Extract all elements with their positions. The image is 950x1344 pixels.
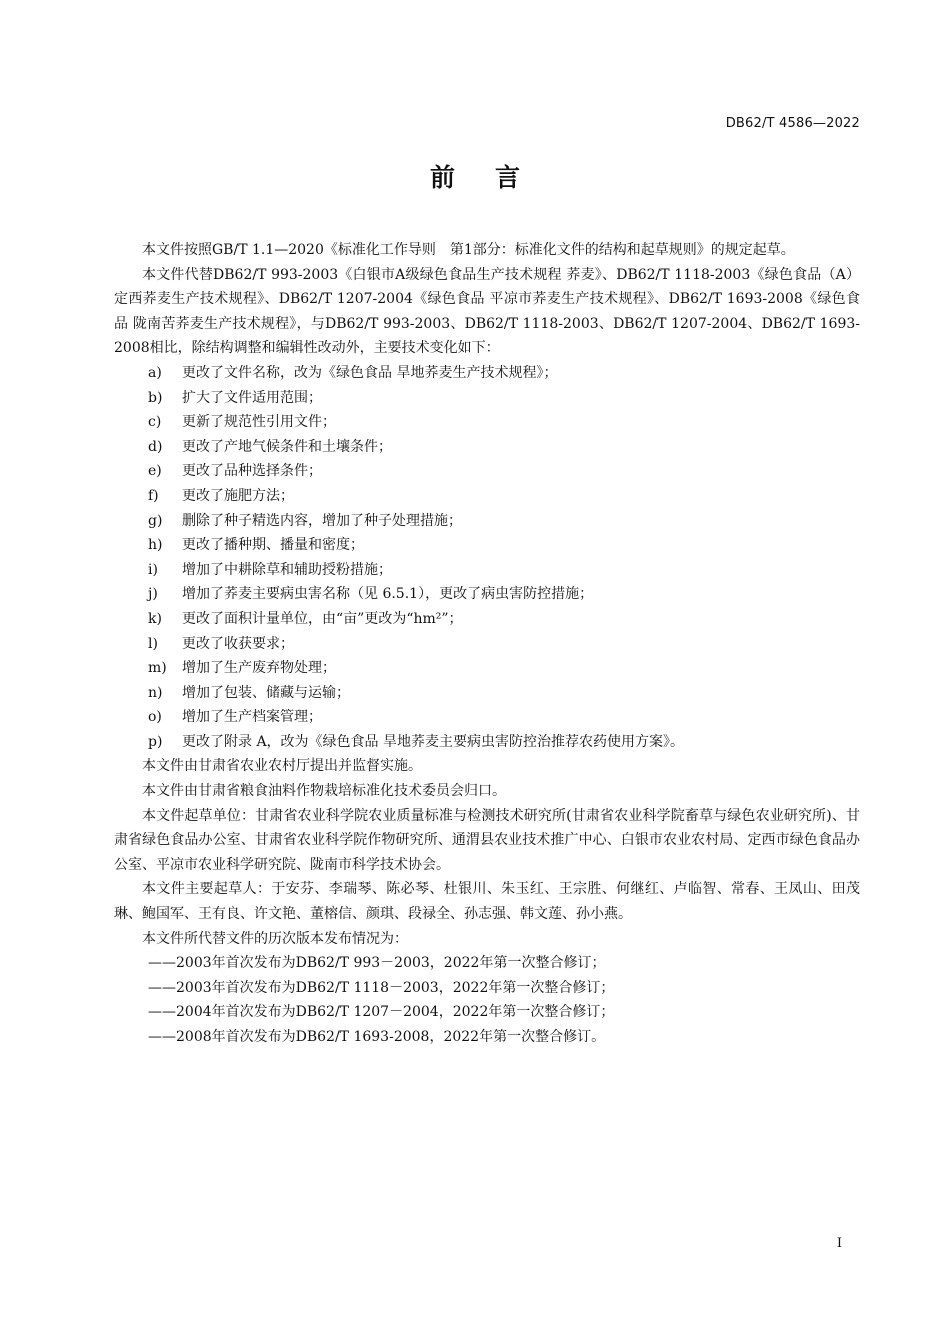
list-item-label: k) xyxy=(148,610,162,627)
list-item-label: p) xyxy=(148,733,163,750)
list-item-text: 增加了生产档案管理； xyxy=(182,709,322,726)
list-item xyxy=(114,386,860,411)
list-item xyxy=(114,459,860,484)
list-item xyxy=(114,681,860,706)
list-item xyxy=(114,558,860,583)
list-item-text: 扩大了文件适用范围； xyxy=(182,389,322,406)
list-item-label: h) xyxy=(148,537,163,554)
list-item-text: 更改了产地气候条件和土壤条件； xyxy=(182,438,392,455)
paragraph-committee: 本文件由甘肃省粮食油料作物栽培标准化技术委员会归口。 xyxy=(142,783,506,800)
list-item xyxy=(114,607,860,632)
list-item-text: 更改了附录 A，改为《绿色食品 旱地荞麦主要病虫害防控治推荐农药使用方案》。 xyxy=(182,733,685,750)
list-item-label: f) xyxy=(148,487,159,504)
history-item: ——2008年首次发布为DB62/T 1693-2008，2022年第一次整合修订。 xyxy=(148,1029,606,1045)
list-item xyxy=(114,410,860,435)
list-item-label: l) xyxy=(148,635,158,652)
paragraph-proposer: 本文件由甘肃省农业农村厅提出并监督实施。 xyxy=(142,758,422,775)
list-item-label: d) xyxy=(148,438,163,455)
list-item xyxy=(114,730,860,755)
list-item xyxy=(114,361,860,386)
list-item xyxy=(114,656,860,681)
list-item xyxy=(114,533,860,558)
list-item-label: c) xyxy=(148,414,162,431)
history-item: ——2003年首次发布为DB62/T 1118－2003，2022年第一次整合修订； xyxy=(148,979,615,996)
list-item xyxy=(114,582,860,607)
list-item-label: e) xyxy=(148,463,162,480)
list-item-text: 增加了荞麦主要病虫害名称（见 6.5.1），更改了病虫害防控措施； xyxy=(182,586,594,603)
paragraph-drafters: 本文件主要起草人：于安芬、李瑞琴、陈必琴、杜银川、朱玉红、王宗胜、何继红、卢临智、常春、王凤山、田茂琳、鲍国军、王有良、许文艳、董榕信、颜琪、段禄全、孙志强、韩文莲、孙小燕。 xyxy=(114,881,860,923)
history-item: ——2003年首次发布为DB62/T 993－2003，2022年第一次整合修订； xyxy=(148,955,606,972)
list-item-label: m) xyxy=(148,660,167,677)
paragraph-drafting-units: 本文件起草单位：甘肃省农业科学院农业质量标准与检测技术研究所(甘肃省农业科学院畜草与绿色农业研究所)、甘肃省绿色食品办公室、甘肃省农业科学院作物研究所、通渭县农业技术推广中心、白银市农业农村局、定西市绿色食品办公室、平凉市农业科学研究院、陇南市科学技术协会。 xyxy=(114,807,860,873)
list-item-text: 增加了中耕除草和辅助授粉措施； xyxy=(182,561,392,578)
list-item-text: 更新了规范性引用文件； xyxy=(182,414,336,431)
list-item-text: 更改了面积计量单位，由“亩”更改为“hm²”； xyxy=(182,610,463,627)
history-list xyxy=(114,951,860,1049)
list-item-text: 更改了品种选择条件； xyxy=(182,463,322,480)
paragraph-replacement: 本文件代替DB62/T 993-2003《白银市A级绿色食品生产技术规程 荞麦》、DB62/T 1118-2003《绿色食品（A）定西荞麦生产技术规程》、DB62/T 1207-2004《绿色食品 平凉市荞麦生产技术规程》、DB62/T 1693-2008《绿色食品 陇南苦荞麦生产技术规程》，与DB62/T 993-2003、DB62/T 1118-2003、DB62/T 1207-2004、DB62/T 1693-2008相比，除结构调整和编辑性改动外，主要技术变化如下： xyxy=(114,266,860,357)
document-code: DB62/T 4586—2022 xyxy=(725,116,860,131)
paragraph-drafting-rule: 本文件按照GB/T 1.1—2020《标准化工作导则 第1部分：标准化文件的结构和起草规则》的规定起草。 xyxy=(142,242,795,258)
list-item-text: 更改了收获要求； xyxy=(182,635,294,652)
list-item xyxy=(114,435,860,460)
list-item-text: 删除了种子精选内容，增加了种子处理措施； xyxy=(182,512,462,529)
list-item-label: n) xyxy=(148,684,163,701)
list-item xyxy=(114,484,860,509)
changes-list xyxy=(114,361,860,755)
list-item xyxy=(114,509,860,534)
page-number: I xyxy=(836,1236,842,1251)
foreword-body xyxy=(114,238,860,1050)
list-item-label: o) xyxy=(148,709,162,726)
history-item: ——2004年首次发布为DB62/T 1207－2004，2022年第一次整合修订； xyxy=(148,1004,615,1021)
list-item-text: 增加了包装、储藏与运输； xyxy=(182,684,350,701)
list-item xyxy=(114,632,860,657)
list-item-label: j) xyxy=(148,586,158,603)
list-item-text: 更改了播种期、播量和密度； xyxy=(182,537,364,554)
list-item xyxy=(114,705,860,730)
list-item-text: 更改了施肥方法； xyxy=(182,487,294,504)
paragraph-history-intro: 本文件所代替文件的历次版本发布情况为： xyxy=(142,930,408,947)
list-item-label: i) xyxy=(148,561,158,578)
page-title: 前言 xyxy=(429,163,560,192)
list-item-text: 增加了生产废弃物处理； xyxy=(182,660,336,677)
list-item-label: a) xyxy=(148,364,162,381)
list-item-label: b) xyxy=(148,389,163,406)
list-item-label: g) xyxy=(148,512,163,529)
list-item-text: 更改了文件名称，改为《绿色食品 旱地荞麦生产技术规程》； xyxy=(182,364,558,381)
